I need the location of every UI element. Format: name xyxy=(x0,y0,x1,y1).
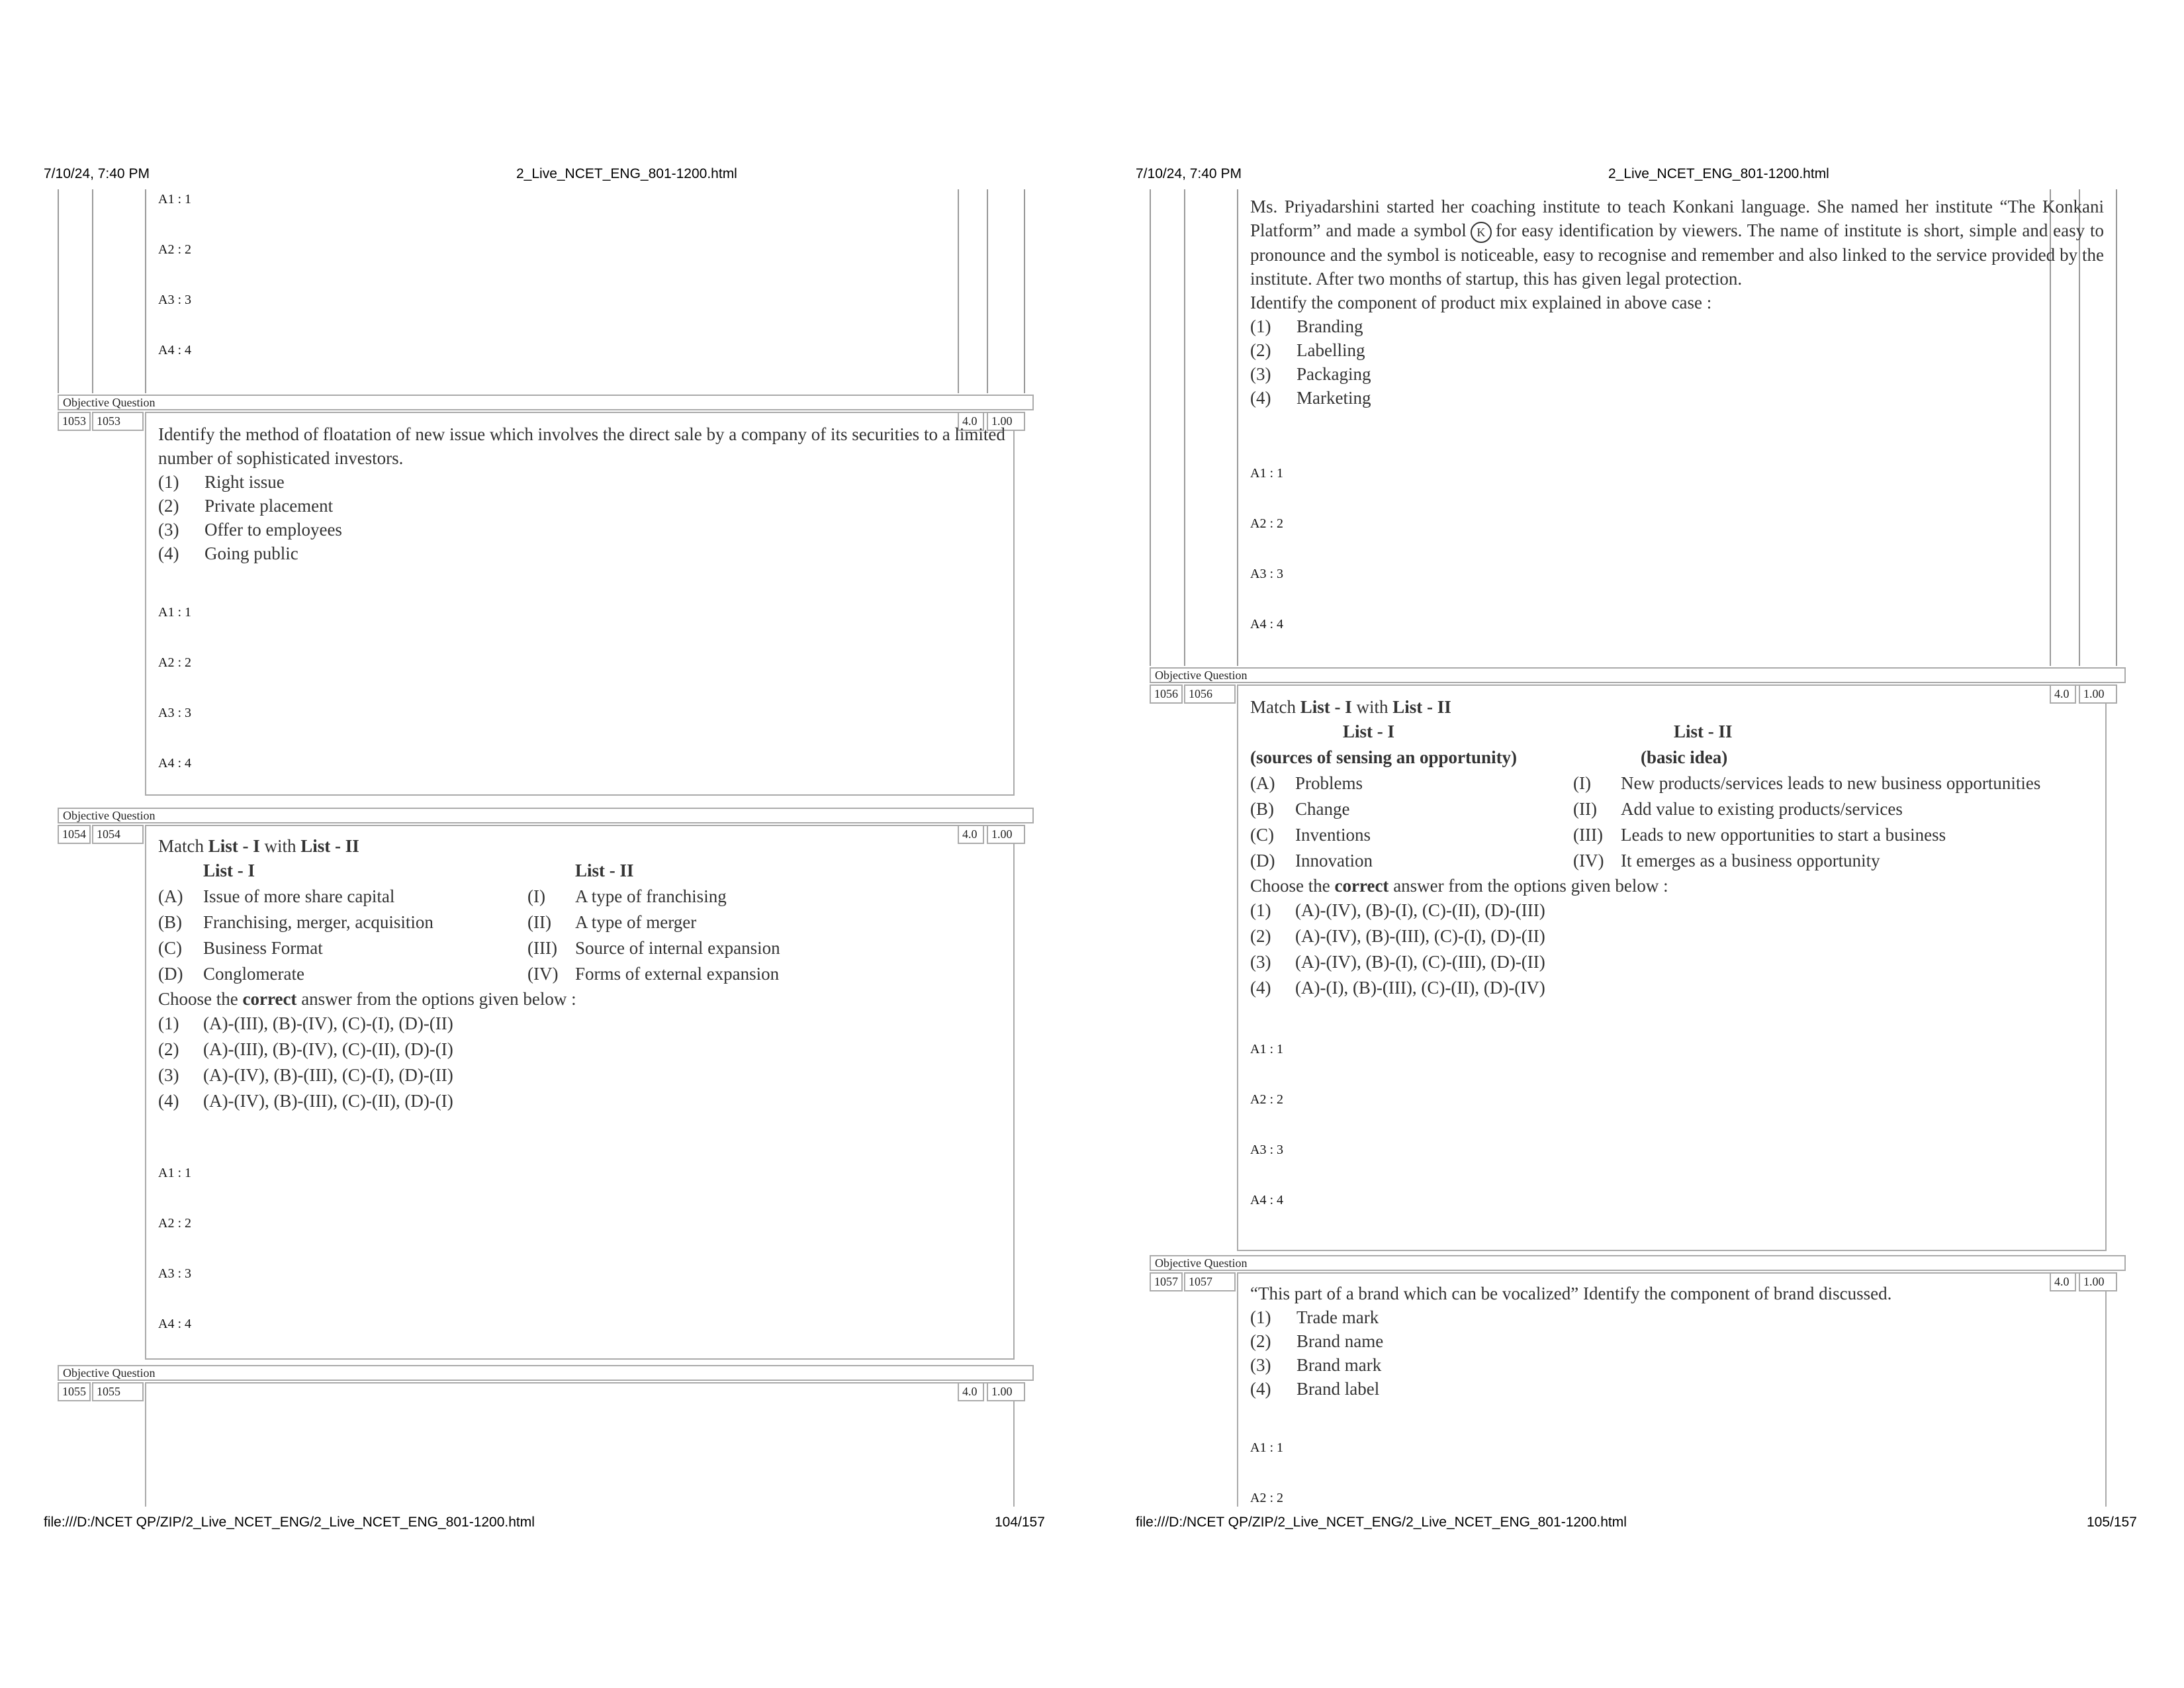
section-label: Objective Question xyxy=(1150,667,2126,683)
k-symbol-icon: K xyxy=(1471,222,1492,243)
list-headings: List - I List - II xyxy=(203,861,634,880)
answer-a3: A3 : 3 xyxy=(1250,567,1283,581)
option-number: (3) xyxy=(158,520,179,539)
question-id: 1056 xyxy=(1184,684,1236,704)
question-text: “This part of a brand which can be vocalized” Identify the component of brand discussed. xyxy=(1250,1284,1892,1303)
match-row: (C) Inventions (III) Leads to new opportunities to start a business xyxy=(1250,825,1946,845)
option-text: (A)-(IV), (B)-(I), (C)-(II), (D)-(III) xyxy=(1295,900,1545,920)
option-text: Brand label xyxy=(1297,1379,1380,1399)
option-text: (A)-(IV), (B)-(III), (C)-(II), (D)-(I) xyxy=(203,1091,453,1111)
answer-a3: A3 : 3 xyxy=(158,1266,191,1281)
answer-a1: A1 : 1 xyxy=(158,192,191,207)
print-datetime: 7/10/24, 7:40 PM xyxy=(44,166,150,181)
choose-instruction: Choose the correct answer from the options given below : xyxy=(158,989,576,1009)
option-number: (1) xyxy=(158,1013,179,1033)
option-number: (3) xyxy=(158,1065,179,1085)
print-title: 2_Live_NCET_ENG_801-1200.html xyxy=(1608,166,1829,181)
question-1057 xyxy=(1150,1272,2126,1507)
option-number: (1) xyxy=(1250,316,1271,336)
option-text: Packaging xyxy=(1297,363,1371,384)
print-footer-path: file:///D:/NCET QP/ZIP/2_Live_NCET_ENG/2_Live_NCET_ENG_801-1200.html xyxy=(1136,1515,1627,1530)
print-footer-path: file:///D:/NCET QP/ZIP/2_Live_NCET_ENG/2_Live_NCET_ENG_801-1200.html xyxy=(44,1515,535,1530)
option-number: (2) xyxy=(158,1039,179,1059)
match-row: (A) Problems (I) New products/services leads to new business opportunities xyxy=(1250,773,2041,793)
answer-a4: A4 : 4 xyxy=(158,343,191,357)
option-text: (A)-(III), (B)-(IV), (C)-(I), (D)-(II) xyxy=(203,1013,453,1033)
section-label: Objective Question xyxy=(1150,1255,2126,1271)
question-id: 1056 xyxy=(1150,684,1183,704)
question-1054 xyxy=(58,825,1034,1360)
question-id: 1057 xyxy=(1184,1272,1236,1291)
option-text: Branding xyxy=(1297,316,1363,336)
page-number: 104/157 xyxy=(995,1515,1045,1530)
option-text: Going public xyxy=(205,543,298,563)
option-number: (1) xyxy=(1250,900,1271,920)
option-number: (4) xyxy=(158,543,179,563)
question-negative-marks: 1.00 xyxy=(2079,684,2117,704)
question-marks: 4.0 xyxy=(958,412,984,431)
answer-a3: A3 : 3 xyxy=(1250,1143,1283,1157)
option-number: (4) xyxy=(158,1091,179,1111)
question-marks: 4.0 xyxy=(958,825,984,844)
case-text: Ms. Priyadarshini started her coaching institute to teach Konkani language. She named her institute “The Konkani Platform” and made a symbol K for easy identification by viewers. The name of institute is short, simple and easy to pronounce and the symbol is noticeable, easy to recognise and remember and also linked to the service provided by the institute. After two months of startup, this has given legal protection. xyxy=(1250,197,2105,289)
page-105 xyxy=(1092,0,2184,1688)
option-text: (A)-(III), (B)-(IV), (C)-(II), (D)-(I) xyxy=(203,1039,453,1059)
answer-a1: A1 : 1 xyxy=(1250,466,1283,481)
print-datetime: 7/10/24, 7:40 PM xyxy=(1136,166,1242,181)
page-number: 105/157 xyxy=(2087,1515,2137,1530)
answer-a4: A4 : 4 xyxy=(1250,617,1283,632)
question-marks: 4.0 xyxy=(2050,684,2076,704)
option-number: (2) xyxy=(1250,340,1271,360)
question-id: 1057 xyxy=(1150,1272,1183,1291)
question-marks: 4.0 xyxy=(2050,1272,2076,1291)
match-row: (D) Conglomerate (IV) Forms of external expansion xyxy=(158,964,780,984)
question-1055-text xyxy=(1250,195,2104,410)
question-table xyxy=(58,189,1034,1507)
answer-a4: A4 : 4 xyxy=(158,1317,191,1331)
option-text: Trade mark xyxy=(1297,1307,1379,1327)
answer-a1: A1 : 1 xyxy=(158,1166,191,1180)
answer-a1: A1 : 1 xyxy=(158,605,191,620)
option-text: Offer to employees xyxy=(205,520,342,539)
question-id: 1053 xyxy=(58,412,91,431)
answer-a2: A2 : 2 xyxy=(158,242,191,257)
option-text: (A)-(IV), (B)-(I), (C)-(III), (D)-(II) xyxy=(1295,952,1545,972)
option-number: (3) xyxy=(1250,1355,1271,1375)
option-number: (4) xyxy=(1250,1379,1271,1399)
option-number: (3) xyxy=(1250,952,1271,972)
option-number: (4) xyxy=(1250,387,1271,408)
answer-a1: A1 : 1 xyxy=(1250,1042,1283,1056)
question-id: 1055 xyxy=(58,1382,91,1401)
option-text: Labelling xyxy=(1297,340,1365,360)
answer-a2: A2 : 2 xyxy=(158,655,191,670)
option-text: (A)-(IV), (B)-(III), (C)-(I), (D)-(II) xyxy=(1295,926,1545,946)
match-row: (B) Franchising, merger, acquisition (II) A type of merger xyxy=(158,912,697,932)
section-label: Objective Question xyxy=(58,1365,1034,1381)
question-negative-marks: 1.00 xyxy=(987,825,1025,844)
option-text: Right issue xyxy=(205,472,285,492)
match-row: (A) Issue of more share capital (I) A type of franchising xyxy=(158,886,727,906)
option-number: (2) xyxy=(158,496,179,516)
option-text: (A)-(I), (B)-(III), (C)-(II), (D)-(IV) xyxy=(1295,978,1545,998)
option-number: (1) xyxy=(158,472,179,492)
print-title: 2_Live_NCET_ENG_801-1200.html xyxy=(516,166,737,181)
question-negative-marks: 1.00 xyxy=(2079,1272,2117,1291)
option-text: (A)-(IV), (B)-(III), (C)-(I), (D)-(II) xyxy=(203,1065,453,1085)
option-number: (2) xyxy=(1250,926,1271,946)
question-negative-marks: 1.00 xyxy=(987,1382,1025,1401)
question-id: 1054 xyxy=(92,825,144,844)
match-row: (C) Business Format (III) Source of internal expansion xyxy=(158,938,780,958)
answer-a3: A3 : 3 xyxy=(158,293,191,307)
question-body xyxy=(145,1382,1015,1507)
question-text: Identify the component of product mix explained in above case : xyxy=(1250,292,1712,312)
match-row: (D) Innovation (IV) It emerges as a business opportunity xyxy=(1250,851,1880,870)
option-number: (1) xyxy=(1250,1307,1271,1327)
answer-a4: A4 : 4 xyxy=(158,756,191,771)
choose-instruction: Choose the correct answer from the options given below : xyxy=(1250,876,1668,896)
option-text: Marketing xyxy=(1297,387,1371,408)
question-1053 xyxy=(58,412,1034,796)
section-label: Objective Question xyxy=(58,395,1034,410)
answer-a4: A4 : 4 xyxy=(1250,1193,1283,1207)
question-intro: Match List - I with List - II xyxy=(158,836,359,856)
answer-a2: A2 : 2 xyxy=(1250,1092,1283,1107)
answer-a1: A1 : 1 xyxy=(1250,1440,1283,1455)
question-id: 1055 xyxy=(92,1382,144,1401)
answer-a2: A2 : 2 xyxy=(158,1216,191,1231)
answer-a2: A2 : 2 xyxy=(1250,1491,1283,1505)
question-id: 1054 xyxy=(58,825,91,844)
question-table xyxy=(1150,189,2126,1507)
question-intro: Match List - I with List - II xyxy=(1250,697,1451,717)
option-number: (4) xyxy=(1250,978,1271,998)
question-id: 1053 xyxy=(92,412,144,431)
question-text: Identify the method of floatation of new issue which involves the direct sale by a company of its securities to a limited number of sophisticated investors. xyxy=(158,424,1005,468)
option-text: Brand name xyxy=(1297,1331,1384,1351)
option-text: Private placement xyxy=(205,496,334,516)
answer-a3: A3 : 3 xyxy=(158,706,191,720)
option-number: (2) xyxy=(1250,1331,1271,1351)
option-number: (3) xyxy=(1250,363,1271,384)
match-row: (B) Change (II) Add value to existing products/services xyxy=(1250,799,1903,819)
question-marks: 4.0 xyxy=(958,1382,984,1401)
list-headings: List - I List - II xyxy=(1343,722,1733,741)
list-subheadings: (sources of sensing an opportunity) (basic idea) xyxy=(1250,747,1728,767)
section-label: Objective Question xyxy=(58,808,1034,823)
question-negative-marks: 1.00 xyxy=(987,412,1025,431)
option-text: Brand mark xyxy=(1297,1355,1382,1375)
question-1056 xyxy=(1150,684,2126,1251)
answer-a2: A2 : 2 xyxy=(1250,516,1283,531)
question-1055 xyxy=(58,1382,1034,1507)
